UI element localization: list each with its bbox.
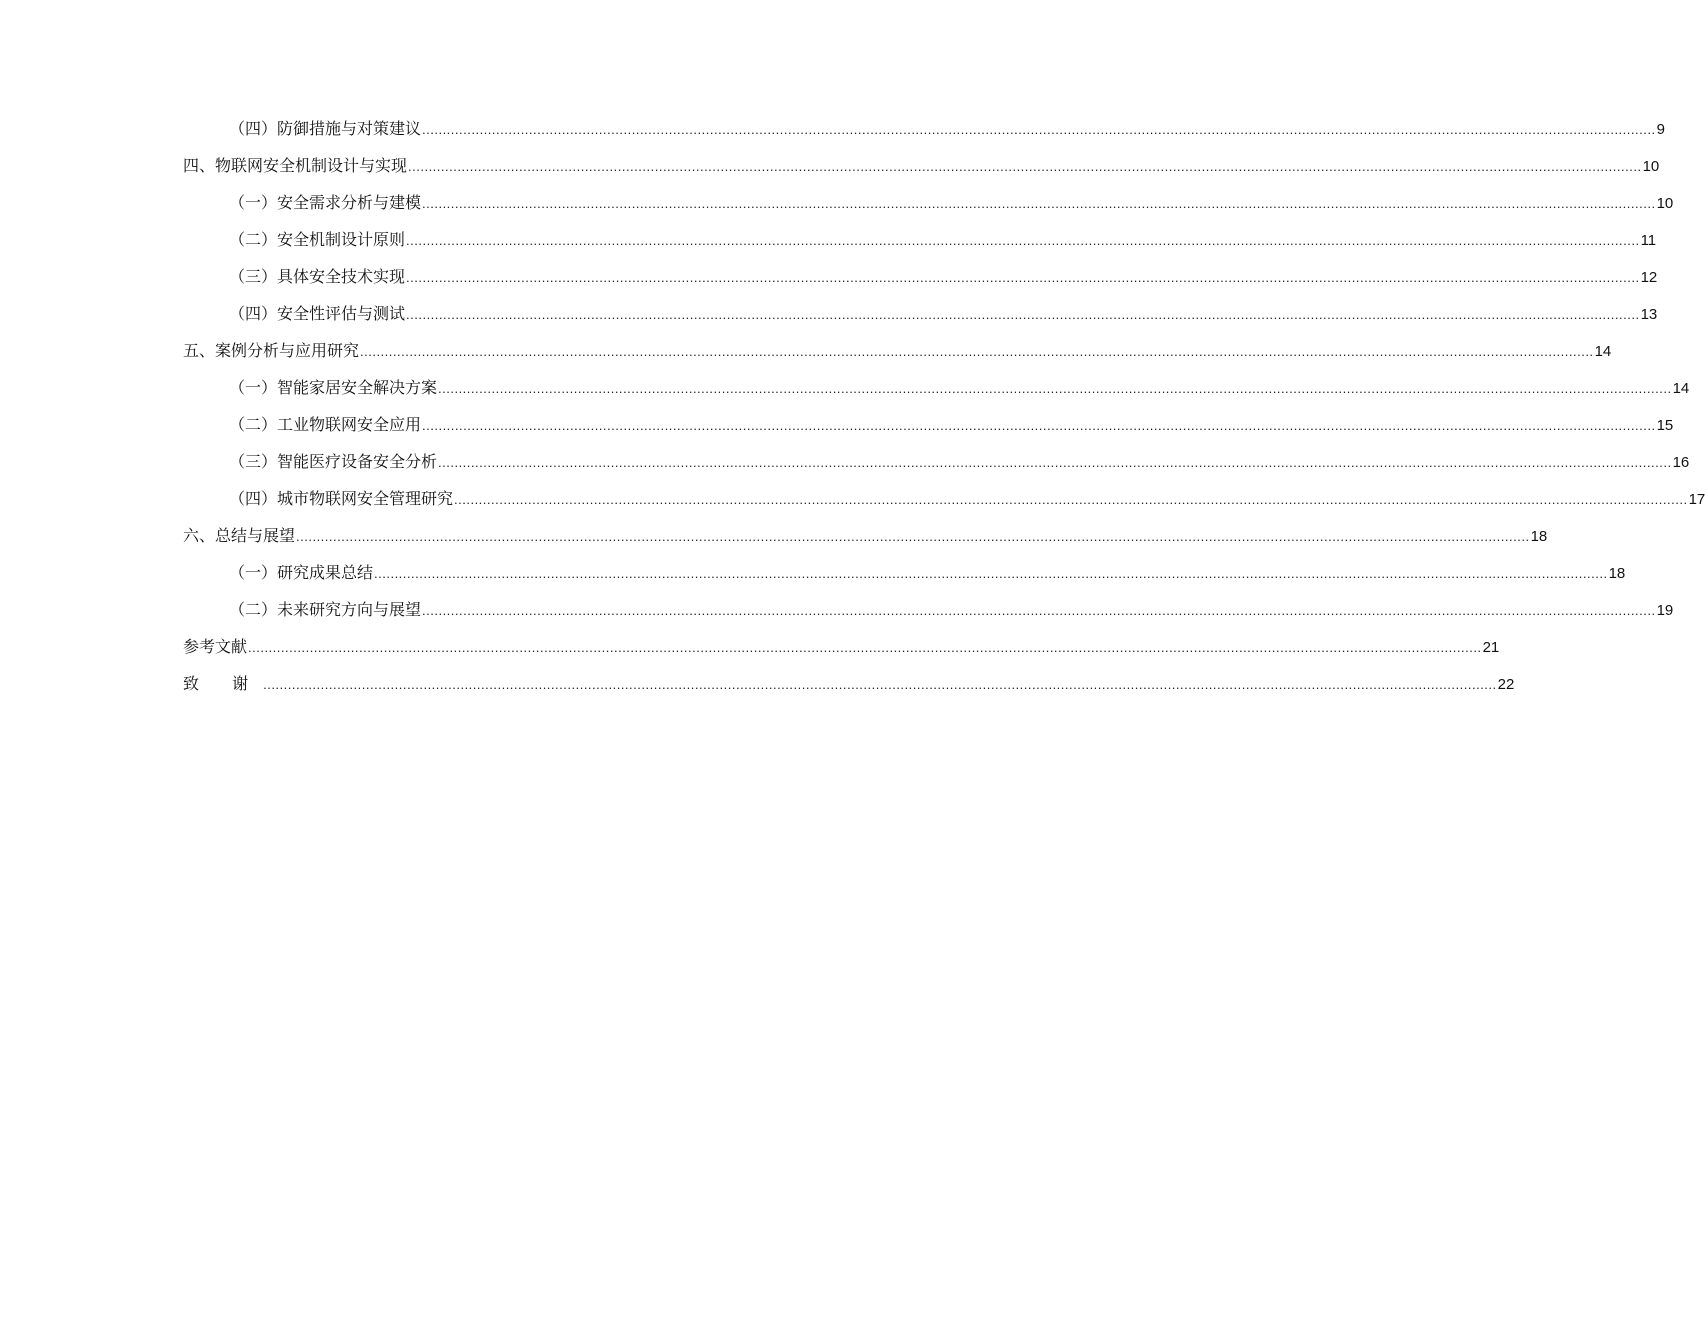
toc-entry-title: （二）安全机制设计原则 — [229, 230, 406, 249]
dot-leader: ............................................................................................................................................................................................................................................................................................................ — [406, 270, 1640, 285]
dot-leader: ............................................................................................................................................................................................................................................................................................................ — [454, 492, 1688, 507]
toc-entry-title: （一）智能家居安全解决方案 — [229, 378, 438, 397]
toc-entry-page: 10 — [1656, 195, 1674, 212]
toc-entry-page: 14 — [1594, 343, 1612, 360]
toc-entry-page: 18 — [1530, 528, 1548, 545]
toc-entry-page: 16 — [1672, 454, 1690, 471]
toc-entry[interactable] — [183, 258, 1658, 295]
dot-leader: ............................................................................................................................................................................................................................................................................................................ — [263, 677, 1497, 692]
toc-entry-title: 参考文献 — [183, 637, 248, 656]
dot-leader: ............................................................................................................................................................................................................................................................................................................ — [248, 640, 1482, 655]
toc-entry[interactable] — [183, 332, 1612, 369]
dot-leader: ............................................................................................................................................................................................................................................................................................................ — [422, 418, 1656, 433]
toc-entry[interactable] — [183, 628, 1500, 665]
toc-entry-title: （四）城市物联网安全管理研究 — [229, 489, 454, 508]
toc-entry[interactable] — [183, 147, 1660, 184]
toc-entry-page: 22 — [1497, 676, 1515, 693]
toc-entry-page: 19 — [1656, 602, 1674, 619]
dot-leader: ............................................................................................................................................................................................................................................................................................................ — [360, 344, 1594, 359]
toc-entry[interactable] — [183, 110, 1665, 147]
toc-entry[interactable] — [183, 369, 1690, 406]
dot-leader: ............................................................................................................................................................................................................................................................................................................ — [406, 307, 1640, 322]
toc-entry-title: （三）智能医疗设备安全分析 — [229, 452, 438, 471]
toc-entry-title: （三）具体安全技术实现 — [229, 267, 406, 286]
toc-entry-title: （一）安全需求分析与建模 — [229, 193, 422, 212]
dot-leader: ............................................................................................................................................................................................................................................................................................................ — [438, 381, 1672, 396]
toc-entry[interactable] — [183, 665, 1515, 702]
toc-entry[interactable] — [183, 591, 1674, 628]
toc-entry[interactable] — [183, 517, 1548, 554]
toc-entry-title: （二）工业物联网安全应用 — [229, 415, 422, 434]
toc-entry-title: （四）防御措施与对策建议 — [229, 119, 422, 138]
toc-entry[interactable] — [183, 184, 1674, 221]
dot-leader: ............................................................................................................................................................................................................................................................................................................ — [422, 603, 1656, 618]
toc-entry-page: 15 — [1656, 417, 1674, 434]
dot-leader: ............................................................................................................................................................................................................................................................................................................ — [374, 566, 1608, 581]
toc-entry-page: 10 — [1642, 158, 1660, 175]
toc-entry-title: （二）未来研究方向与展望 — [229, 600, 422, 619]
toc-entry-page: 21 — [1482, 639, 1500, 656]
dot-leader: ............................................................................................................................................................................................................................................................................................................ — [422, 196, 1656, 211]
dot-leader: ............................................................................................................................................................................................................................................................................................................ — [408, 159, 1642, 174]
toc-entry-page: 13 — [1640, 306, 1658, 323]
toc-entry-page: 9 — [1656, 121, 1665, 138]
toc-entry-page: 18 — [1608, 565, 1626, 582]
toc-entry[interactable] — [183, 443, 1690, 480]
dot-leader: ............................................................................................................................................................................................................................................................................................................ — [296, 529, 1530, 544]
toc-entry[interactable] — [183, 480, 1705, 517]
toc-entry[interactable] — [183, 295, 1658, 332]
toc-entry-title: 六、总结与展望 — [183, 526, 296, 545]
toc-entry-page: 11 — [1640, 232, 1657, 249]
toc-entry-title: （四）安全性评估与测试 — [229, 304, 406, 323]
dot-leader: ............................................................................................................................................................................................................................................................................................................ — [422, 122, 1656, 137]
toc-entry-page: 17 — [1688, 491, 1705, 508]
dot-leader: ............................................................................................................................................................................................................................................................................................................ — [438, 455, 1672, 470]
dot-leader: ............................................................................................................................................................................................................................................................................................................ — [406, 233, 1640, 248]
toc-entry-title: （一）研究成果总结 — [229, 563, 374, 582]
toc-entry-title: 四、物联网安全机制设计与实现 — [183, 156, 408, 175]
toc-entry[interactable] — [183, 554, 1626, 591]
toc-entry-page: 12 — [1640, 269, 1658, 286]
toc-entry[interactable] — [183, 406, 1674, 443]
toc-entry-page: 14 — [1672, 380, 1690, 397]
toc-entry-title: 致 谢 — [183, 674, 263, 693]
toc-entry-title: 五、案例分析与应用研究 — [183, 341, 360, 360]
toc-entry[interactable] — [183, 221, 1657, 258]
table-of-contents — [183, 110, 1705, 702]
